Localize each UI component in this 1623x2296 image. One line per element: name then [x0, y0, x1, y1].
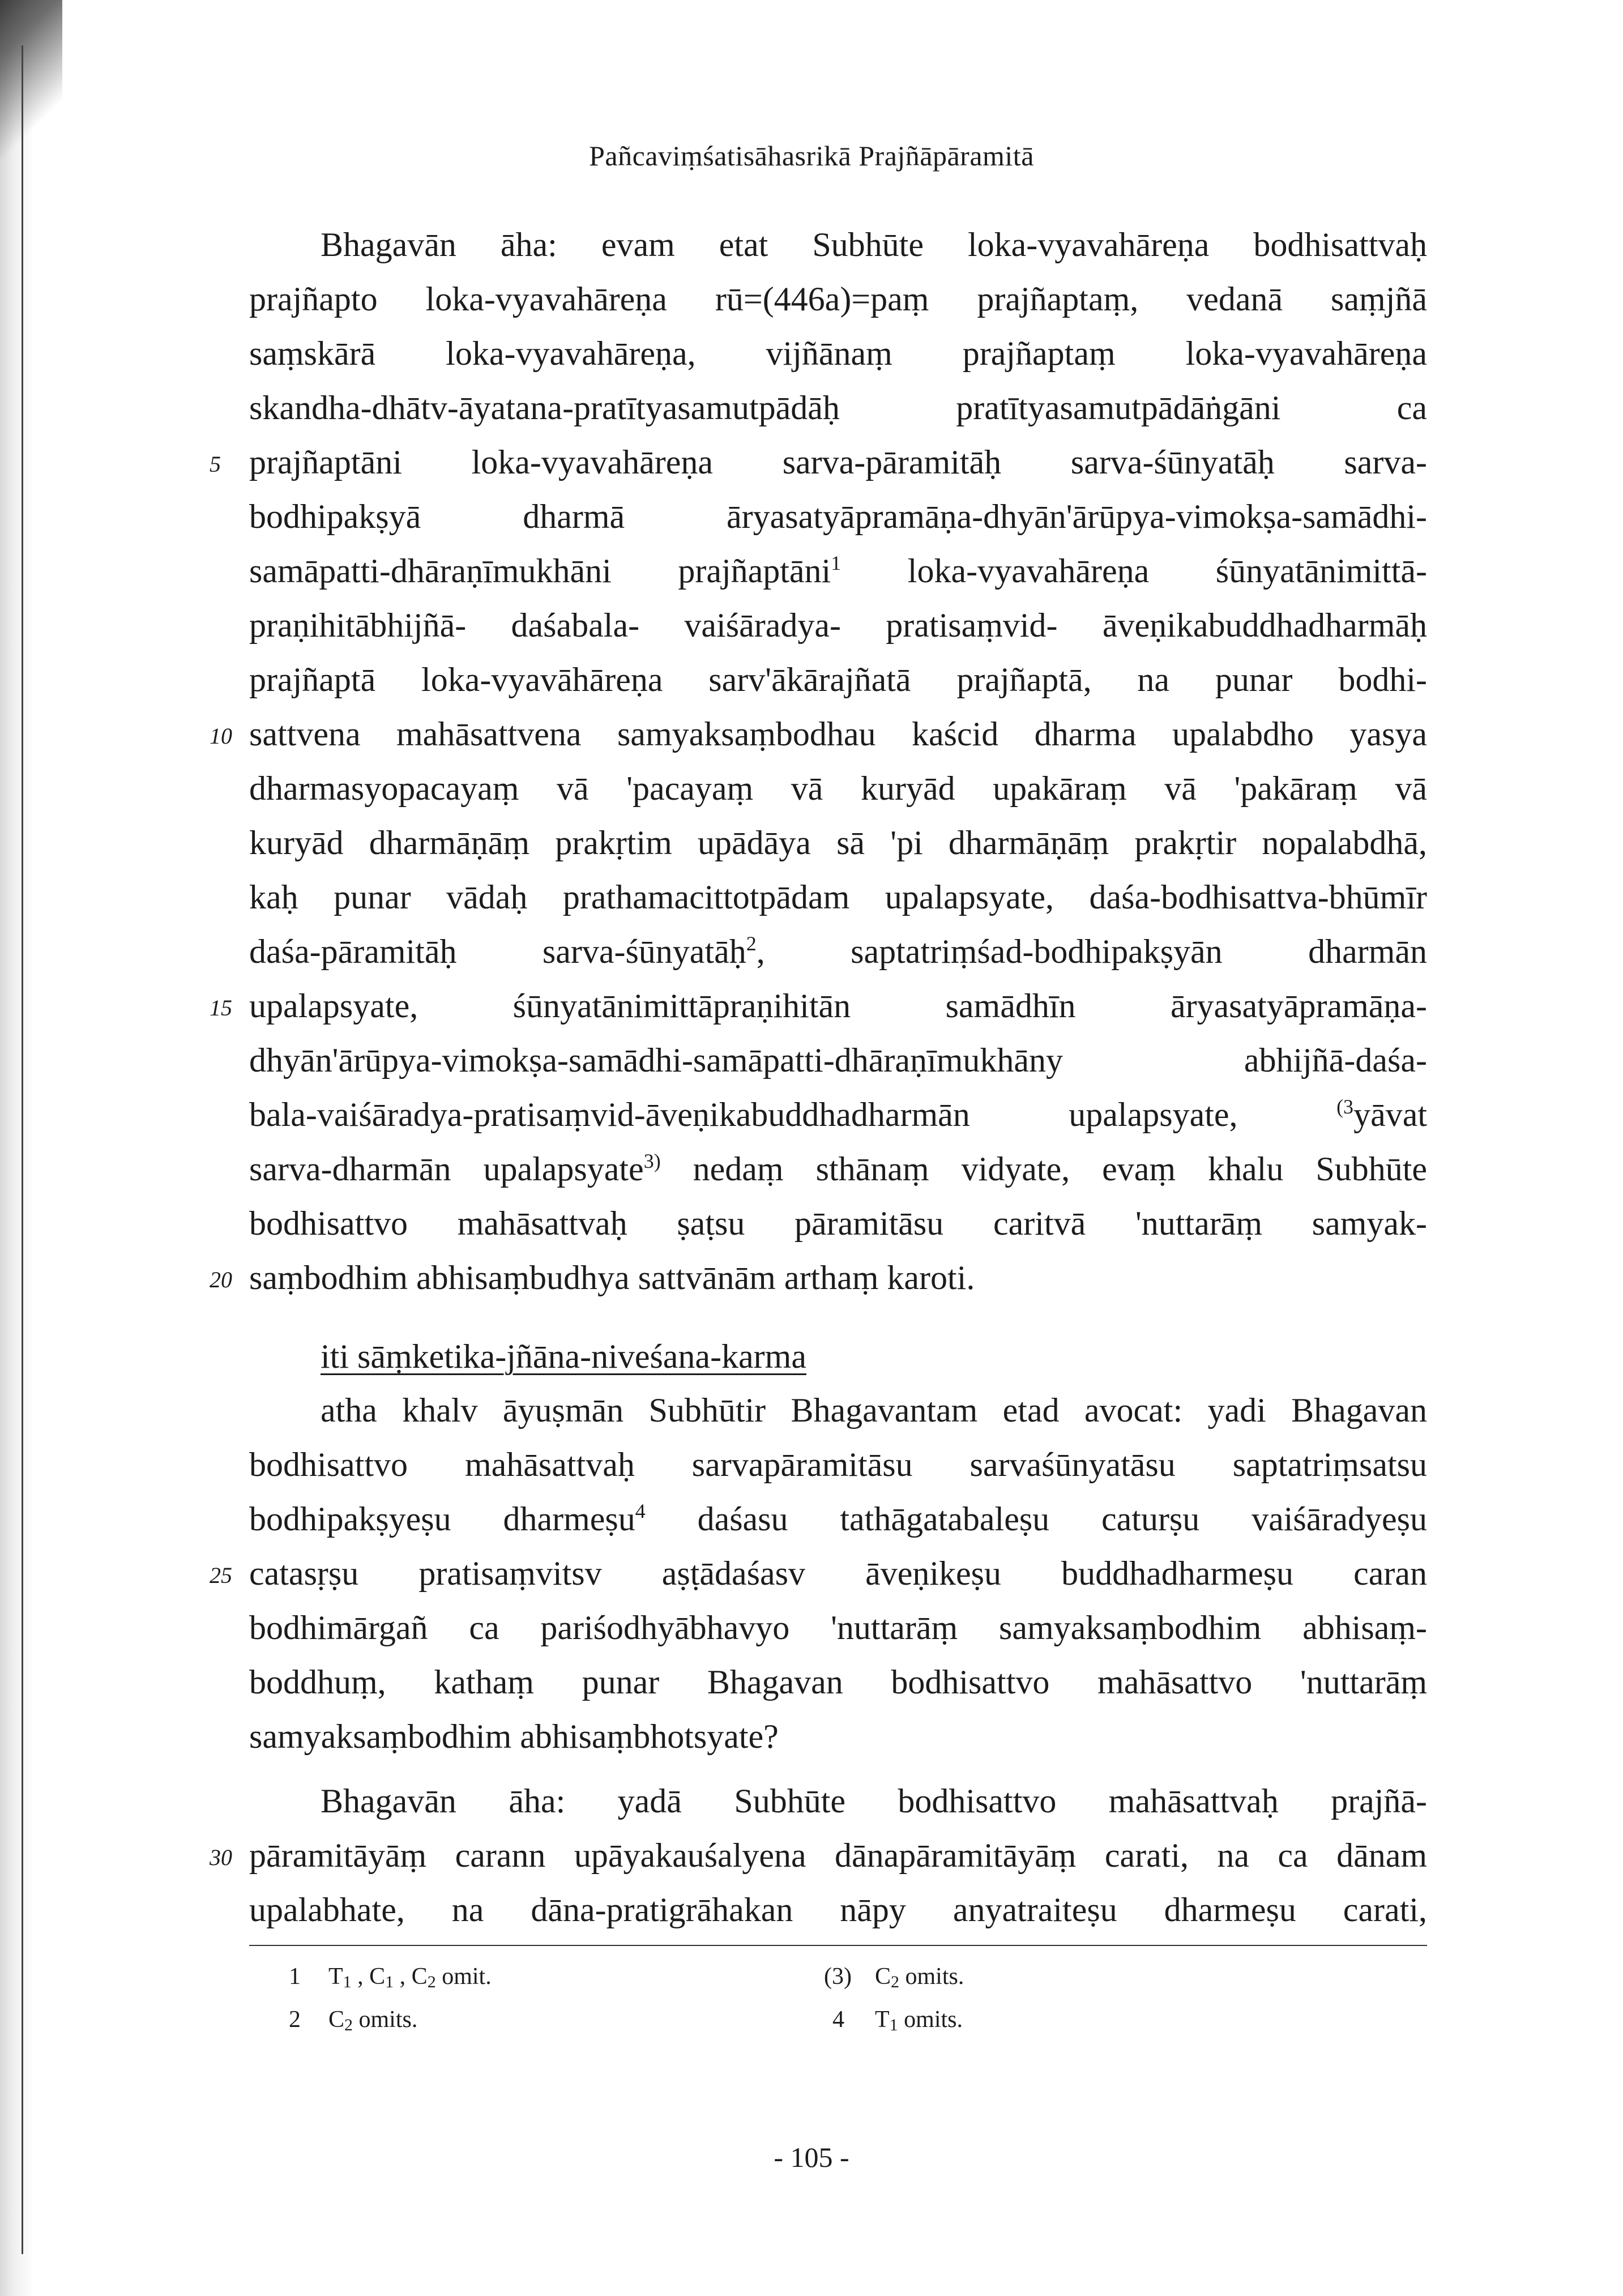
- text-line: [249, 548, 1427, 594]
- text-line: upalapsyate, śūnyatānimittāpraṇihitān samādhīn āryasatyāpramāṇa-: [249, 987, 1427, 1025]
- text-line: Bhagavān āha: yadā Subhūte bodhisattvo mahāsattvaḥ prajñā-: [321, 1782, 1427, 1820]
- footnote: [824, 1961, 964, 1992]
- footnote-subscript: 2: [891, 1973, 900, 1991]
- text-line: skandha-dhātv-āyatana-pratītyasamutpādāḥ pratītyasamutpādāṅgāni ca: [249, 389, 1427, 426]
- text-line: bodhisattvo mahāsattvaḥ sarvapāramitāsu sarvaśūnyatāsu saptatriṃsatsu: [249, 1446, 1427, 1483]
- text-line: dharmasyopacayaṃ vā 'pacayaṃ vā kuryād upakāraṃ vā 'pakāraṃ vā: [249, 770, 1427, 807]
- text-line: boddhuṃ, kathaṃ punar Bhagavan bodhisattvo mahāsattvo 'nuttarāṃ: [249, 1663, 1427, 1701]
- line-number: 10: [210, 723, 232, 749]
- running-header: Pañcaviṃśatisāhasrikā Prajñāpāramitā: [589, 140, 1034, 172]
- line-number: 15: [210, 995, 232, 1021]
- text-line: dhyān'ārūpya-vimokṣa-samādhi-samāpatti-dhāraṇīmukhāny abhijñā-daśa-: [249, 1042, 1427, 1079]
- text-line: upalabhate, na dāna-pratigrāhakan nāpy anyatraiteṣu dharmeṣu carati,: [249, 1891, 1427, 1928]
- text-line: bodhisattvo mahāsattvaḥ ṣaṭsu pāramitāsu caritvā 'nuttarāṃ samyak-: [249, 1205, 1427, 1242]
- binding-shadow: [0, 0, 34, 2296]
- footnote-ref: (3: [1336, 1095, 1354, 1118]
- text-line: Bhagavān āha: evam etat Subhūte loka-vyavahāreṇa bodhisattvaḥ: [321, 226, 1427, 263]
- text-segment: bala-vaiśāradya-pratisaṃvid-āveṇikabuddhadharmān upalapsyate,: [249, 1096, 1337, 1133]
- text-line: saṃskārā loka-vyavahāreṇa, vijñānaṃ prajñaptaṃ loka-vyavahāreṇa: [249, 335, 1427, 372]
- text-segment: samāpatti-dhāraṇīmukhāni prajñaptāni: [249, 552, 831, 590]
- text-line: sattvena mahāsattvena samyaksaṃbodhau kaścid dharma upalabdho yasya: [249, 715, 1427, 753]
- text-line: praṇihitābhijñā- daśabala- vaiśāradya- pratisaṃvid- āveṇikabuddhadharmāḥ: [249, 607, 1427, 644]
- text-line: [249, 1146, 1427, 1192]
- text-line: prajñaptā loka-vyavāhāreṇa sarv'ākārajñatā prajñaptā, na punar bodhi-: [249, 661, 1427, 698]
- text-line: prajñapto loka-vyavahāreṇa rū=(446a)=paṃ prajñaptaṃ, vedanā saṃjñā: [249, 280, 1427, 318]
- footnote-text: T: [328, 1964, 343, 1990]
- text-segment: sarva-dharmān upalapsyate: [249, 1150, 644, 1188]
- text-line: bodhimārgañ ca pariśodhyābhavyo 'nuttarāṃ samyaksaṃbodhim abhisaṃ-: [249, 1609, 1427, 1646]
- text-line: bodhipakṣyā dharmā āryasatyāpramāṇa-dhyān'ārūpya-vimokṣa-samādhi-: [249, 498, 1427, 535]
- text-segment: loka-vyavahāreṇa śūnyatānimittā-: [841, 552, 1427, 590]
- text-segment: bodhipakṣyeṣu dharmeṣu: [249, 1500, 635, 1538]
- text-line: saṃbodhim abhisaṃbudhya sattvānām arthaṃ karoti.: [249, 1259, 975, 1296]
- footnote-number: 4: [832, 2007, 844, 2033]
- footnote-text: T: [875, 2007, 890, 2033]
- footnote-number: 1: [289, 1964, 301, 1990]
- text-line: [249, 1092, 1427, 1137]
- footnote-subscript: 1: [343, 1973, 352, 1991]
- footnote-text: , C: [351, 1964, 386, 1990]
- line-number: 20: [210, 1267, 232, 1292]
- line-number: 30: [210, 1845, 232, 1870]
- footnote-subscript: 2: [427, 1973, 436, 1991]
- footnote-text: omits.: [353, 2007, 418, 2033]
- page-number: - 105 -: [774, 2141, 849, 2173]
- footnote-ref: 1: [831, 552, 842, 574]
- text-line: pāramitāyāṃ carann upāyakauśalyena dānapāramitāyāṃ carati, na ca dānam: [249, 1837, 1427, 1874]
- footnote-number: (3): [824, 1964, 852, 1990]
- footnote-subscript: 2: [344, 2016, 353, 2034]
- binding-edge-line: [22, 45, 23, 2254]
- footnote-text: omits.: [898, 2007, 963, 2033]
- footnote: [832, 2004, 963, 2035]
- line-number: 25: [210, 1563, 232, 1588]
- text-line: [249, 1496, 1427, 1542]
- footnote-number: 2: [289, 2007, 301, 2033]
- footnote-text: , C: [394, 1964, 428, 1990]
- footnote-subscript: 1: [889, 2016, 898, 2034]
- text-line: kaḥ punar vādaḥ prathamacittotpādam upalapsyate, daśa-bodhisattva-bhūmīr: [249, 878, 1427, 916]
- text-line: prajñaptāni loka-vyavahāreṇa sarva-pāramitāḥ sarva-śūnyatāḥ sarva-: [249, 443, 1427, 481]
- text-line: samyaksaṃbodhim abhisaṃbhotsyate?: [249, 1718, 779, 1755]
- text-segment: nedaṃ sthānaṃ vidyate, evaṃ khalu Subhūte: [660, 1150, 1427, 1188]
- footnote-ref: 3): [643, 1150, 661, 1172]
- text-line: atha khalv āyuṣmān Subhūtir Bhagavantam etad avocat: yadi Bhagavan: [321, 1392, 1427, 1429]
- footnote-ref: 4: [635, 1500, 646, 1522]
- footnote: [289, 2004, 417, 2035]
- section-heading: iti sāṃketika-jñāna-niveśana-karma: [321, 1338, 806, 1375]
- text-segment: daśa-pāramitāḥ sarva-śūnyatāḥ: [249, 933, 746, 970]
- text-segment: yāvat: [1353, 1096, 1427, 1133]
- footnote-subscript: 1: [385, 1973, 394, 1991]
- footnote-text: omit.: [435, 1964, 492, 1990]
- footnote-rule: [249, 1945, 1427, 1946]
- text-line: catasṛṣu pratisaṃvitsv aṣṭādaśasv āveṇikeṣu buddhadharmeṣu caran: [249, 1555, 1427, 1592]
- footnote-ref: 2: [746, 932, 757, 955]
- footnote-text: omits.: [899, 1964, 964, 1990]
- text-line: kuryād dharmāṇāṃ prakṛtim upādāya sā 'pi dharmāṇāṃ prakṛtir nopalabdhā,: [249, 824, 1427, 861]
- text-segment: , saptatriṃśad-bodhipakṣyān dharmān: [756, 933, 1427, 970]
- line-number: 5: [210, 451, 221, 477]
- text-line: [249, 929, 1427, 974]
- text-segment: daśasu tathāgatabaleṣu caturṣu vaiśāradyeṣu: [645, 1500, 1427, 1538]
- footnote-text: C: [875, 1964, 891, 1990]
- footnote-text: C: [328, 2007, 345, 2033]
- footnote: [289, 1961, 492, 1992]
